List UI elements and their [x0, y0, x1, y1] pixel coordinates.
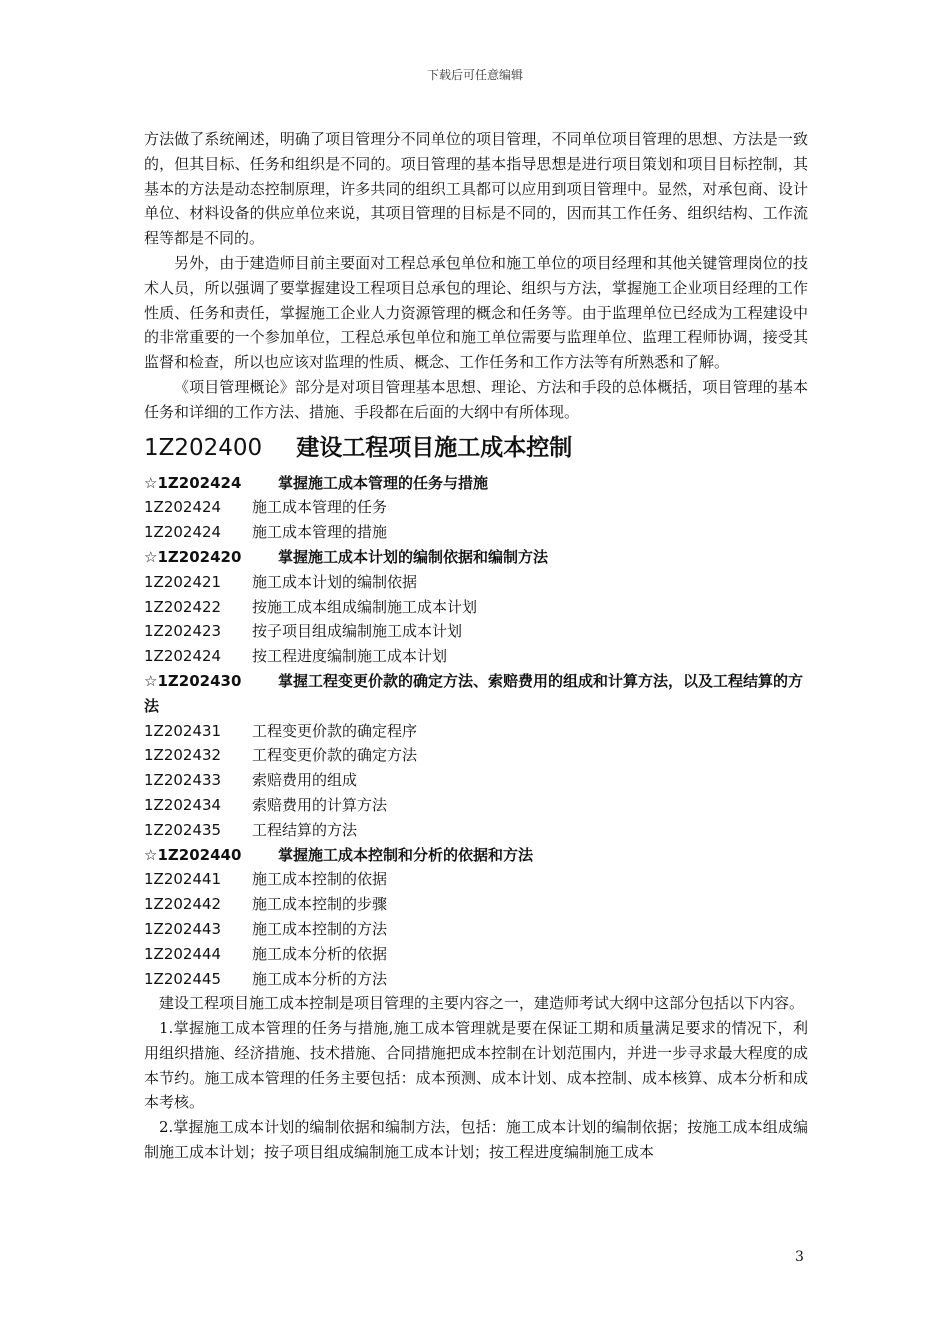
chapter-code: 1Z202400 — [144, 434, 263, 461]
section-heading — [144, 843, 808, 868]
outline-item-text: 按工程进度编制施工成本计划 — [252, 647, 448, 666]
outline-item-text: 施工成本分析的依据 — [252, 944, 388, 963]
closing-paragraph-2: 1.掌握施工成本管理的任务与措施,施工成本管理就是要在保证工期和质量满足要求的情况下，利用组织措施、经济措施、技术措施、合同措施把成本控制在计划范围内，并进一步寻求最大程度的成本节约。施工成本管理的任务主要包括：成本预测、成本计划、成本控制、成本核算、成本分析和成本考核。 — [144, 1019, 808, 1112]
outline-item — [144, 867, 808, 892]
outline-item — [144, 967, 808, 992]
outline-item-code: 1Z202424 — [144, 523, 222, 542]
outline-item-text: 索赔费用的组成 — [252, 771, 358, 790]
outline-item-code: 1Z202443 — [144, 919, 222, 938]
section-heading — [144, 545, 808, 570]
outline-item-text: 按施工成本组成编制施工成本计划 — [252, 597, 478, 616]
outline-item-text: 施工成本控制的方法 — [252, 919, 388, 938]
outline-item — [144, 942, 808, 967]
outline-item — [144, 917, 808, 942]
section-title: 掌握施工成本计划的编制依据和编制方法 — [278, 547, 549, 566]
outline-item — [144, 595, 808, 620]
section-code: ☆1Z202424 — [144, 473, 242, 492]
outline-item-code: 1Z202422 — [144, 597, 222, 616]
outline-item-text: 施工成本管理的措施 — [252, 523, 388, 542]
chapter-title: 建设工程项目施工成本控制 — [296, 434, 573, 461]
outline-item — [144, 768, 808, 793]
outline-item-text: 工程结算的方法 — [252, 820, 358, 839]
outline-item-text: 施工成本分析的方法 — [252, 969, 388, 988]
outline-item-code: 1Z202423 — [144, 622, 222, 641]
outline-item — [144, 495, 808, 520]
outline-item-code: 1Z202424 — [144, 647, 222, 666]
outline-item-code: 1Z202445 — [144, 969, 222, 988]
outline-item-text: 按子项目组成编制施工成本计划 — [252, 622, 463, 641]
section-code: ☆1Z202430 — [144, 671, 242, 690]
outline-item-text: 施工成本计划的编制依据 — [252, 572, 418, 591]
section-title: 掌握施工成本控制和分析的依据和方法 — [278, 845, 534, 864]
outline-item — [144, 619, 808, 644]
page-header: 下载后可任意编辑 — [426, 68, 523, 82]
outline-item-text: 施工成本管理的任务 — [252, 498, 388, 517]
outline-item-text: 工程变更价款的确定方法 — [252, 746, 418, 765]
outline-item — [144, 743, 808, 768]
closing-paragraph-1: 建设工程项目施工成本控制是项目管理的主要内容之一，建造师考试大纲中这部分包括以下内容。 — [159, 994, 805, 1013]
section-code: ☆1Z202420 — [144, 547, 242, 566]
outline-item — [144, 818, 808, 843]
outline-item — [144, 719, 808, 744]
page-number: 3 — [795, 1249, 804, 1265]
outline-item-code: 1Z202442 — [144, 895, 222, 914]
outline-item — [144, 644, 808, 669]
outline-item — [144, 520, 808, 545]
intro-paragraph-3: 《项目管理概论》部分是对项目管理基本思想、理论、方法和手段的总体概括，项目管理的基本任务和详细的工作方法、措施、手段都在后面的大纲中有所体现。 — [144, 377, 808, 421]
outline-item-text: 施工成本控制的步骤 — [252, 895, 388, 914]
outline-item-text: 工程变更价款的确定程序 — [252, 721, 418, 740]
intro-paragraph-2: 另外，由于建造师目前主要面对工程总承包单位和施工单位的项目经理和其他关键管理岗位的技术人员，所以强调了要掌握建设工程项目总承包的理论、组织与方法，掌握施工企业项目经理的工作性质、任务和责任，掌握施工企业人力资源管理的概念和任务等。由于监理单位已经成为工程建设中的非常重要的一个参加单位，工程总承包单位和施工单位需要与监理单位、监理工程师协调，接受其监督和检查，所以也应该对监理的性质、概念、工作任务和工作方法等有所熟悉和了解。 — [144, 253, 808, 372]
section-heading — [144, 669, 808, 719]
outline-item-code: 1Z202434 — [144, 795, 222, 814]
outline-item — [144, 892, 808, 917]
outline-item-code: 1Z202421 — [144, 572, 222, 591]
outline-item-code: 1Z202435 — [144, 820, 222, 839]
closing-paragraph-3: 2.掌握施工成本计划的编制依据和编制方法，包括：施工成本计划的编制依据；按施工成本组成编制施工成本计划；按子项目组成编制施工成本计划；按工程进度编制施工成本 — [144, 1118, 808, 1162]
intro-paragraph-1: 方法做了系统阐述，明确了项目管理分不同单位的项目管理，不同单位项目管理的思想、方法是一致的，但其目标、任务和组织是不同的。项目管理的基本指导思想是进行项目策划和项目目标控制，其基本的方法是动态控制原理，许多共同的组织工具都可以应用到项目管理中。显然，对承包商、设计单位、材料设备的供应单位来说，其项目管理的目标是不同的，因而其工作任务、组织结构、工作流程等都是不同的。 — [144, 130, 808, 248]
outline-item-code: 1Z202444 — [144, 944, 222, 963]
outline-item-code: 1Z202424 — [144, 498, 222, 517]
outline-item-code: 1Z202432 — [144, 746, 222, 765]
document-body — [144, 127, 808, 1165]
section-title: 掌握工程变更价款的确定方法、索赔费用的组成和计算方法，以及工程结算的方法 — [144, 671, 804, 715]
outline-item — [144, 793, 808, 818]
chapter-heading — [144, 431, 808, 465]
outline-item-code: 1Z202433 — [144, 771, 222, 790]
section-heading — [144, 471, 808, 496]
outline-list — [144, 471, 808, 992]
outline-item-text: 索赔费用的计算方法 — [252, 795, 388, 814]
outline-item-text: 施工成本控制的依据 — [252, 870, 388, 889]
section-code: ☆1Z202440 — [144, 845, 242, 864]
outline-item-code: 1Z202441 — [144, 870, 222, 889]
outline-item — [144, 570, 808, 595]
outline-item-code: 1Z202431 — [144, 721, 222, 740]
section-title: 掌握施工成本管理的任务与措施 — [278, 473, 489, 492]
